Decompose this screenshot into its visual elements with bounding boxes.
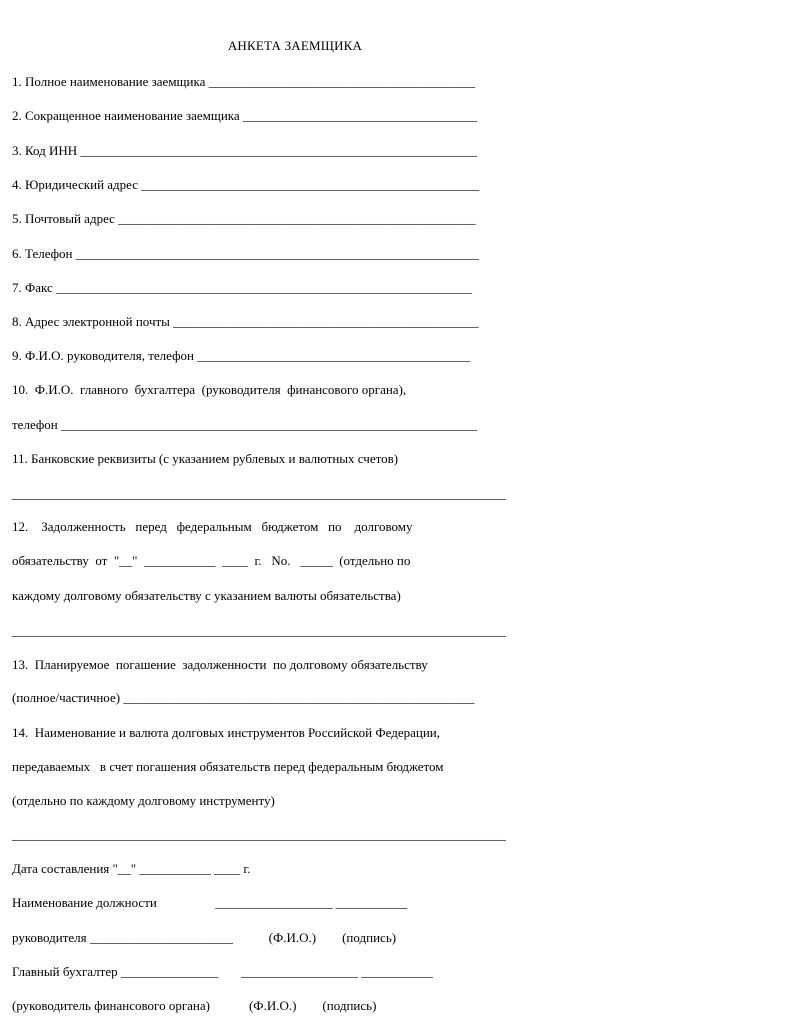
field-short-name: 2. Сокращенное наименование заемщика ____________________________________ <box>12 108 477 123</box>
field-inn: 3. Код ИНН _____________________________________________________________ <box>12 143 477 158</box>
field-date: Дата составления "__" ___________ ____ г. <box>12 861 251 876</box>
field-head-name: 9. Ф.И.О. руководителя, телефон __________________________________________ <box>12 348 471 363</box>
field-accountant-phone: телефон ________________________________________________________________ <box>12 417 477 432</box>
signature-head: руководителя ______________________ (Ф.И.О.) (подпись) <box>12 930 397 945</box>
field-bank-details: 11. Банковские реквизиты (с указанием рублевых и валютных счетов) <box>12 451 399 466</box>
signature-accountant-caption: (руководитель финансового органа) (Ф.И.О.) (подпись) <box>12 998 377 1013</box>
signature-accountant: Главный бухгалтер _______________ __________________ ___________ <box>12 964 433 979</box>
field-phone: 6. Телефон ______________________________________________________________ <box>12 246 479 261</box>
signature-head-position: Наименование должности __________________ ___________ <box>12 895 408 910</box>
field-debt-obligation: обязательству от "__" ___________ ____ г. No. _____ (отдельно по <box>12 553 411 568</box>
document-title: АНКЕТА ЗАЕМЩИКА <box>227 38 363 53</box>
field-fax: 7. Факс ________________________________________________________________ <box>12 280 473 295</box>
field-planned-repayment: 13. Планируемое погашение задолженности по долговому обязательству <box>12 657 428 672</box>
field-debt: 12. Задолженность перед федеральным бюджетом по долговому <box>12 519 413 534</box>
field-debt-currency: каждому долговому обязательству с указанием валюты обязательства) <box>12 588 401 603</box>
field-full-name: 1. Полное наименование заемщика _________________________________________ <box>12 74 476 89</box>
field-instruments-cont: передаваемых в счет погашения обязательств перед федеральным бюджетом <box>12 759 444 774</box>
field-instruments-note: (отдельно по каждому долговому инструменту) <box>12 793 275 808</box>
field-instruments: 14. Наименование и валюта долговых инструментов Российской Федерации, <box>12 725 440 740</box>
field-postal-address: 5. Почтовый адрес _______________________________________________________ <box>12 211 476 226</box>
blank-line: ____________________________________________________________________________ <box>12 827 506 842</box>
field-email: 8. Адрес электронной почты _______________________________________________ <box>12 314 479 329</box>
blank-line: ____________________________________________________________________________ <box>12 623 506 638</box>
field-accountant: 10. Ф.И.О. главного бухгалтера (руководителя финансового органа), <box>12 382 407 397</box>
field-legal-address: 4. Юридический адрес ____________________________________________________ <box>12 177 480 192</box>
field-repayment-type: (полное/частичное) ______________________________________________________ <box>12 690 475 705</box>
blank-line: ____________________________________________________________________________ <box>12 486 506 501</box>
